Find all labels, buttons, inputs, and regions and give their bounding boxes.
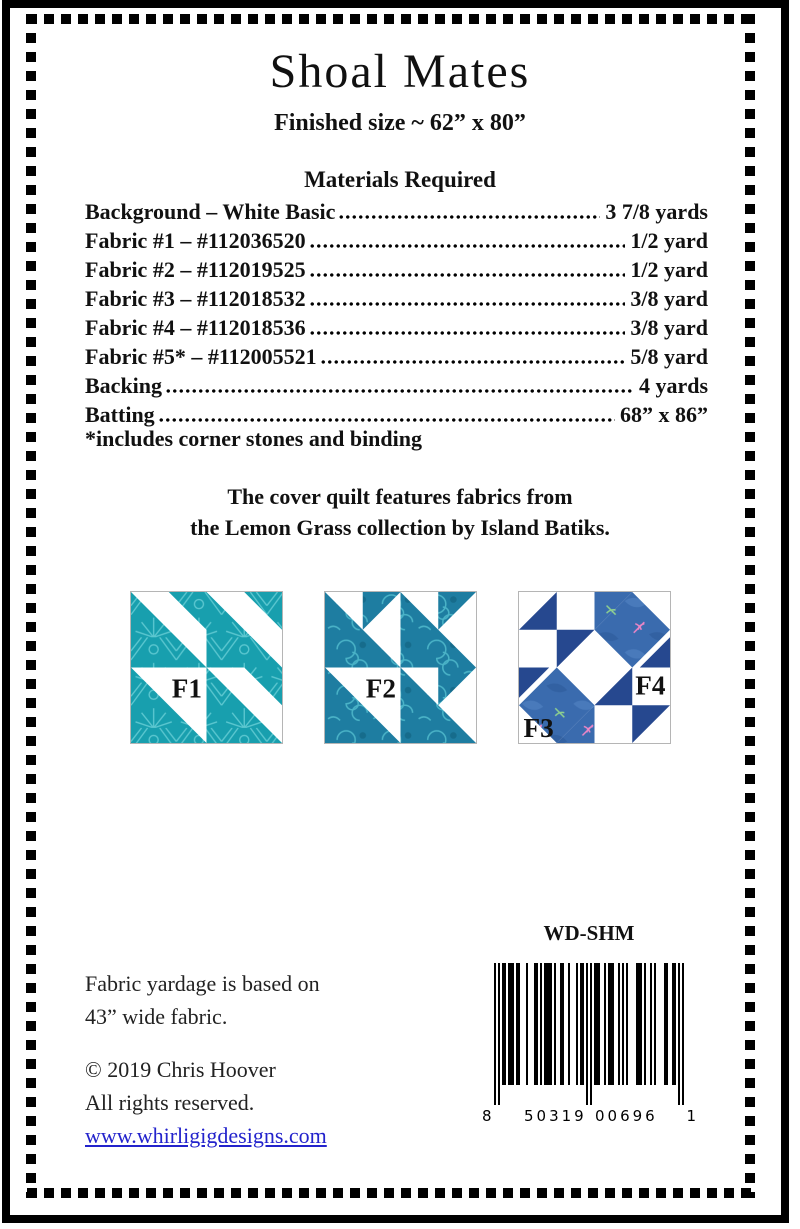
material-yardage: 3/8 yard bbox=[630, 315, 708, 340]
material-yardage: 4 yards bbox=[638, 373, 708, 398]
material-yardage: 1/2 yard bbox=[630, 257, 708, 282]
yardage-note bbox=[85, 967, 320, 1033]
cover-note-line2: the Lemon Grass collection by Island Batiks. bbox=[190, 515, 610, 540]
materials-row bbox=[85, 225, 708, 254]
cover-note-line1: The cover quilt features fabrics from bbox=[227, 484, 573, 509]
material-name: Fabric #3 – #112018532 bbox=[85, 286, 306, 311]
copyright-line1: © 2019 Chris Hoover bbox=[85, 1057, 276, 1082]
pattern-sku: WD-SHM bbox=[543, 921, 635, 945]
quilt-blocks-row bbox=[0, 591, 800, 744]
yardage-note-line2: 43” wide fabric. bbox=[85, 1004, 228, 1029]
materials-note: *includes corner stones and binding bbox=[85, 426, 423, 451]
material-name: Backing bbox=[85, 373, 163, 398]
material-name: Fabric #2 – #112019525 bbox=[85, 257, 306, 282]
dot-leader bbox=[309, 243, 626, 249]
material-name: Fabric #5* – #112005521 bbox=[85, 344, 317, 369]
material-name: Fabric #4 – #112018536 bbox=[85, 315, 306, 340]
material-yardage: 3/8 yard bbox=[630, 286, 708, 311]
materials-row bbox=[85, 312, 708, 341]
material-yardage: 5/8 yard bbox=[630, 344, 708, 369]
dot-leader bbox=[165, 388, 634, 394]
material-name: Background – White Basic bbox=[85, 199, 336, 224]
materials-row bbox=[85, 196, 708, 225]
barcode-digits-group1: 50319 bbox=[524, 1107, 587, 1125]
materials-row bbox=[85, 370, 708, 399]
materials-row bbox=[85, 399, 708, 428]
yardage-note-line1: Fabric yardage is based on bbox=[85, 971, 320, 996]
copyright-block bbox=[85, 1053, 327, 1152]
dotted-border-top bbox=[27, 14, 758, 24]
block3-label-f3: F3 bbox=[523, 712, 554, 743]
block2-label: F2 bbox=[365, 673, 396, 704]
dot-leader bbox=[309, 330, 626, 336]
block3-label-f4: F4 bbox=[634, 670, 665, 701]
page-title: Shoal Mates bbox=[269, 45, 531, 98]
copyright-line2: All rights reserved. bbox=[85, 1090, 255, 1115]
material-name: Fabric #1 – #112036520 bbox=[85, 228, 306, 253]
website-link[interactable]: www.whirligigdesigns.com bbox=[85, 1123, 327, 1148]
barcode-digit-left: 8 bbox=[482, 1107, 492, 1125]
dot-leader bbox=[158, 417, 615, 423]
materials-heading: Materials Required bbox=[304, 167, 496, 192]
dot-leader bbox=[338, 214, 600, 220]
barcode-digits-group2: 00696 bbox=[595, 1107, 658, 1125]
dotted-border-bottom bbox=[27, 1188, 758, 1198]
material-name: Batting bbox=[85, 402, 155, 427]
block1-label: F1 bbox=[171, 673, 202, 704]
material-yardage: 68” x 86” bbox=[620, 402, 708, 427]
materials-row bbox=[85, 283, 708, 312]
materials-list bbox=[85, 196, 708, 428]
material-yardage: 1/2 yard bbox=[630, 228, 708, 253]
barcode-bars bbox=[494, 963, 684, 1105]
finished-size-text: Finished size ~ 62” x 80” bbox=[274, 110, 526, 136]
dot-leader bbox=[309, 301, 626, 307]
quilt-block-f1 bbox=[130, 591, 283, 744]
upc-barcode bbox=[482, 963, 696, 1127]
materials-row bbox=[85, 341, 708, 370]
barcode-digit-right: 1 bbox=[686, 1107, 696, 1125]
quilt-block-f2 bbox=[324, 591, 477, 744]
cover-fabric-note bbox=[0, 481, 800, 543]
dot-leader bbox=[309, 272, 626, 278]
material-yardage: 3 7/8 yards bbox=[605, 199, 708, 224]
materials-row bbox=[85, 254, 708, 283]
quilt-block-f3-f4 bbox=[518, 591, 671, 744]
dot-leader bbox=[320, 359, 626, 365]
